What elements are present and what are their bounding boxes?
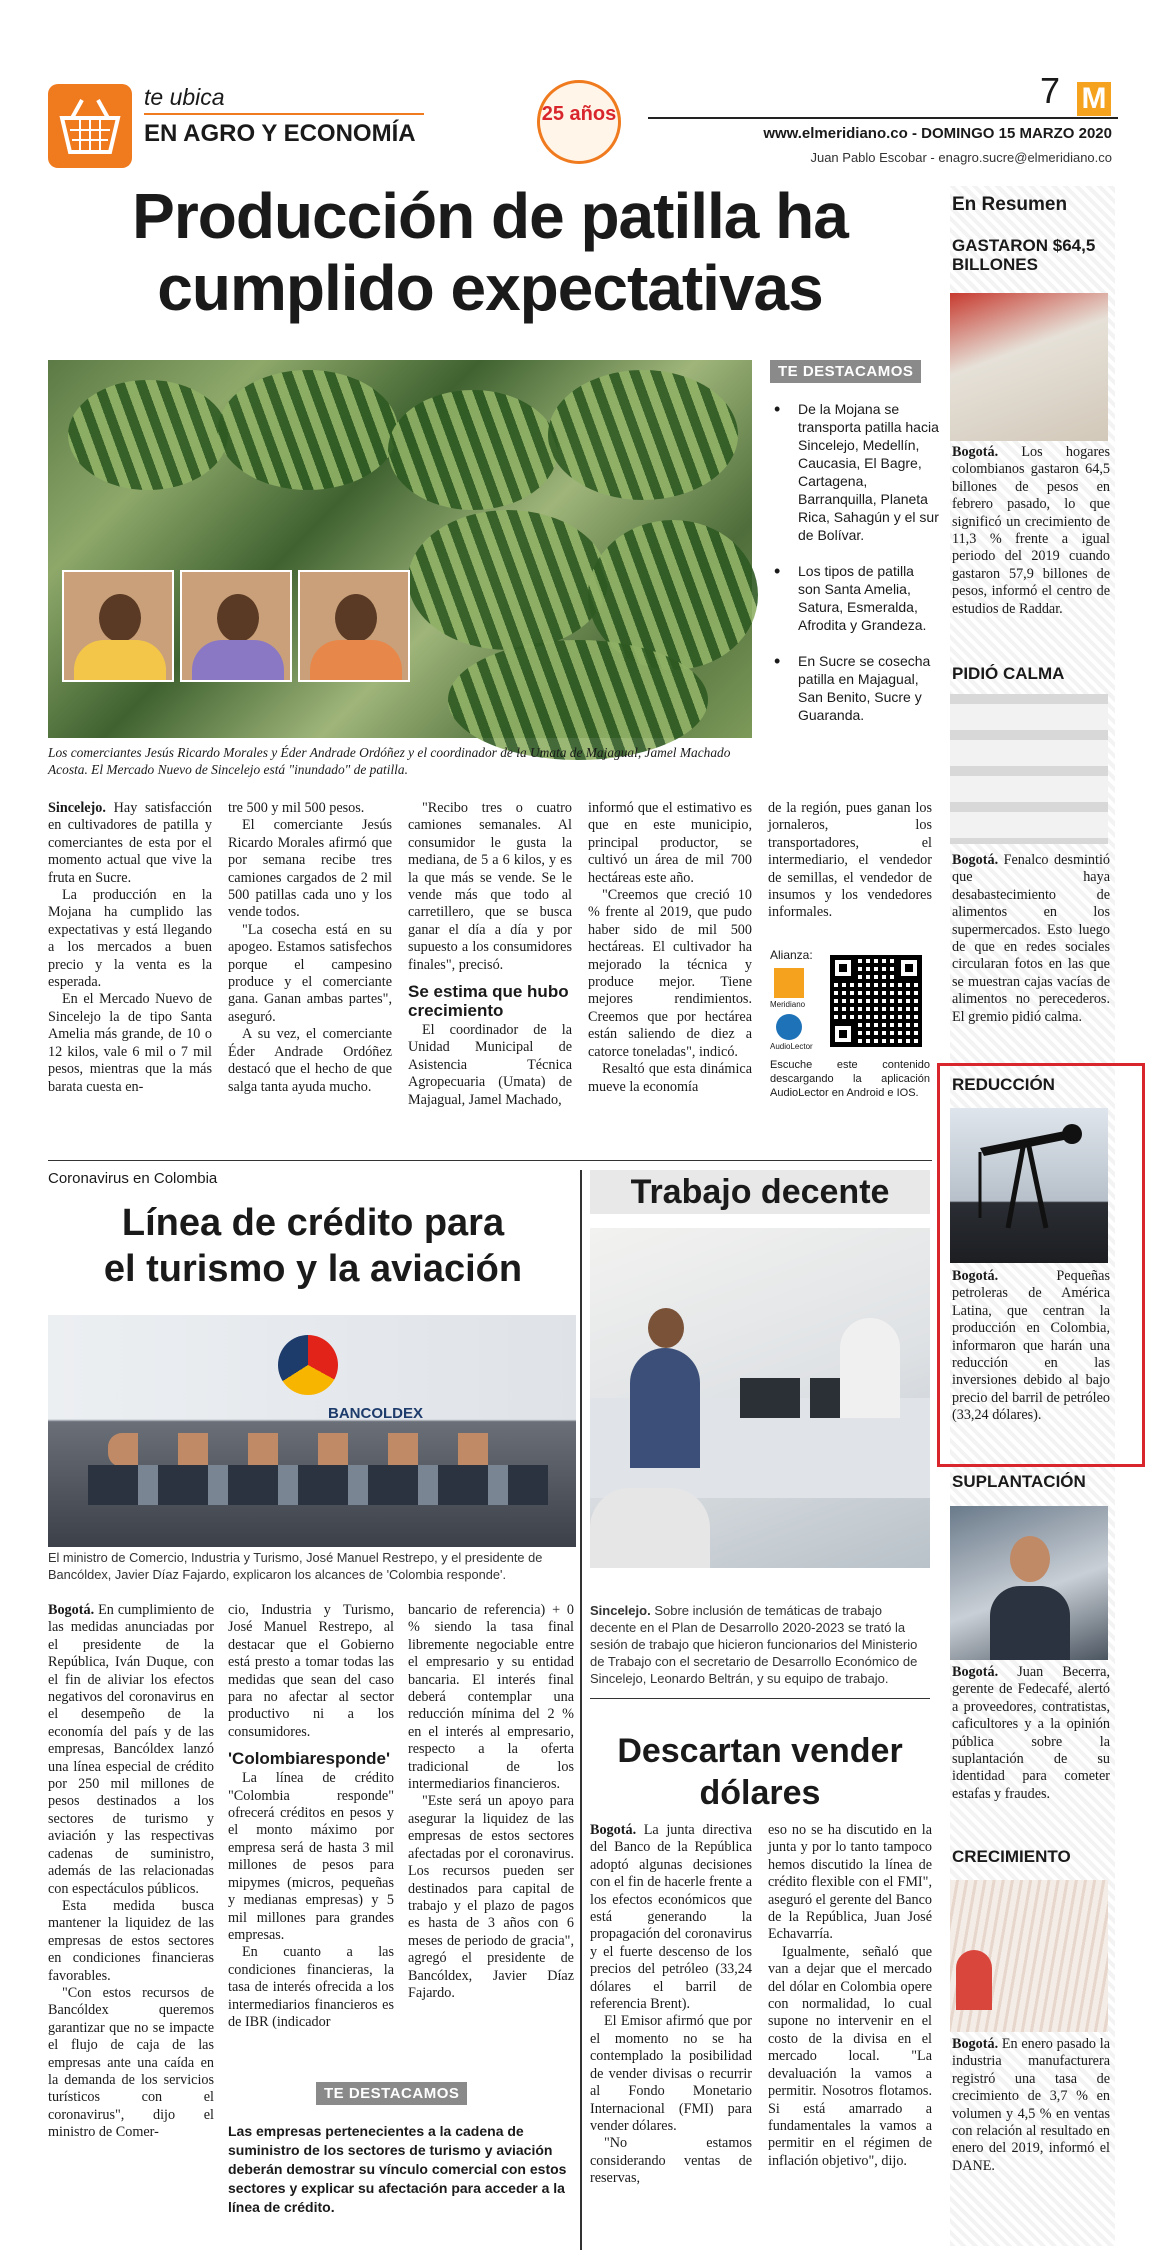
person-photo-3 bbox=[298, 570, 410, 682]
summary-body bbox=[952, 444, 1110, 618]
dateline-lead: Bogotá. bbox=[952, 1664, 999, 1680]
body-text: La producción en la Mojana ha cumplido las expectativas y está llegando a los mercados a buen precio y la venta es la esperada. bbox=[48, 887, 212, 991]
body-text: "Con estos recursos de Bancóldex queremos garantizar que no se impacte el flujo de caja de las empresas ante una caída en la demanda de los servicios turísticos con el coronavirus", dijo el ministro de Comer- bbox=[48, 1984, 214, 2141]
article-column-2 bbox=[228, 800, 392, 1096]
body-text: El coordinador de la Unidad Municipal de Asistencia Técnica Agropecuaria (Umata) de Majagual, Jamel Machado, bbox=[408, 1022, 572, 1108]
dateline-lead: Bogotá. bbox=[952, 2036, 999, 2052]
dateline-lead: Bogotá. bbox=[952, 444, 999, 460]
anniversary-seal bbox=[537, 80, 621, 164]
highlights-label: TE DESTACAMOS bbox=[316, 2082, 467, 2105]
article-column-3 bbox=[408, 800, 572, 1109]
column-divider bbox=[580, 1170, 582, 2250]
seal-text: 25 años bbox=[541, 103, 617, 125]
dateline-lead: Sincelejo. bbox=[48, 800, 106, 816]
body-text: En cuanto a las condiciones financieras, la tasa de interés ofrecida a los intermediarios financieros es de IBR (indicador bbox=[228, 1944, 394, 2030]
article-column-4 bbox=[588, 800, 752, 1096]
body-text: "Creemos que creció 10 % frente al 2019, que pudo haber sido de mil 500 hectáreas. El cultivador ha mejorado la técnica y produce mejor. Tiene mejores rendimientos. Creemos que por hectárea están saliendo de diez a catorce toneladas", indicó. bbox=[588, 887, 752, 1060]
article-column-3 bbox=[408, 1602, 574, 2002]
article-column-1 bbox=[590, 1822, 752, 2188]
article-headline bbox=[48, 1200, 578, 1292]
body-text: La línea de crédito "Colombia responde" ofrecerá créditos en pesos y el monto máximo por empresa será de hasta 3 mil millones de pesos para mipymes (micros, pequeñas y medianas empresas) y 5 mil millones para grandes empresas. bbox=[228, 1770, 394, 1943]
body-text: bancario de referencia) + 0 % siendo la tasa final libremente negociable entre el empresario y su entidad bancaria. El interés final deberá contemplar una reducción mínima del 2 % en el interés al empresario, respecto a la oferta tradicional de los intermediarios financieros. bbox=[408, 1602, 574, 1793]
main-headline bbox=[40, 180, 940, 324]
dateline-lead: Bogotá. bbox=[952, 1268, 999, 1284]
article-headline bbox=[590, 1730, 930, 1814]
body-text: La junta directiva del Banco de la República adoptó algunas decisiones con el fin de hacerle frente a los efectos económicos que está generando la propagación del coronavirus y el fuerte descenso de los precios del petróleo (33,24 dólares el barril de referencia Brent). bbox=[590, 1822, 752, 2013]
body-text: Pequeñas petroleras de América Latina, que centran la producción en Colombia, informaron que harán una reducción en las inversiones debido al bajo precio del barril de petróleo (33,24 dólares). bbox=[952, 1268, 1110, 1424]
highlights-list bbox=[770, 400, 940, 742]
photo-caption: El ministro de Comercio, Industria y Turismo, José Manuel Restrepo, y el presidente de Bancóldex, Javier Díaz Fajardo, explicaron los alcances de 'Colombia responde'. bbox=[48, 1550, 543, 1582]
body-text: En cumplimiento de las medidas anunciadas por el presidente de la República, Iván Duque, con el fin de aliviar los efectos negativos del coronavirus en el desempeño de la economía del país y de las empresas, Bancóldex lanzó una línea especial de crédito por 250 mil millones de pesos destinados a los sectores de turismo y aviación y las respectivas cadenas de suministro, además de las relacionadas con espectáculos públicos. bbox=[48, 1602, 214, 1897]
highlight-item: • En Sucre se cosecha patilla en Majagual, San Benito, Sucre y Guaranda. bbox=[770, 652, 940, 724]
caption-text: Sobre inclusión de temáticas de trabajo decente en el Plan de Desarrollo 2020-2023 se trató la sesión de trabajo que hicieron funcionarios del Ministerio de Trabajo con el secretario de Desarrollo Económico de Sincelejo, Leonardo Beltrán, y su equipo de trabajo. bbox=[590, 1603, 918, 1686]
sidebar-heading: En Resumen bbox=[952, 194, 1068, 215]
speaker-photo bbox=[950, 1506, 1108, 1660]
summary-title: SUPLANTACIÓN bbox=[952, 1472, 1086, 1491]
summary-body bbox=[952, 2036, 1110, 2175]
author-line: Juan Pablo Escobar - enagro.sucre@elmeridiano.co bbox=[810, 150, 1112, 165]
summary-title: CRECIMIENTO bbox=[952, 1847, 1071, 1866]
body-text: de la región, pues ganan los jornaleros, los transportadores, el intermediario, el vendedor de semillas, el vendedor de insumos y los vendedores informales. bbox=[768, 800, 932, 921]
body-text: Los hogares colombianos gastaron 64,5 billones de pesos en febrero pasado, lo que significó un crecimiento de 11,3 % frente a igual periodo del 2019 cuando gastaron 57,9 billones de pesos, informó el centro de estudios de Raddar. bbox=[952, 444, 1110, 617]
section-rule bbox=[590, 1698, 930, 1699]
body-text: Hay satisfacción en cultivadores de patilla y comerciantes de esta por el momento actual que vive la fruta en Sucre. bbox=[48, 800, 212, 886]
summary-title: REDUCCIÓN bbox=[952, 1075, 1055, 1094]
summary-body bbox=[952, 852, 1110, 1026]
section-tagline: te ubica bbox=[144, 84, 225, 110]
summary-title: PIDIÓ CALMA bbox=[952, 664, 1065, 683]
dateline: www.elmeridiano.co - DOMINGO 15 MARZO 2020 bbox=[763, 125, 1112, 142]
empty-shelves-photo bbox=[950, 694, 1108, 844]
watermelon-photo bbox=[48, 360, 752, 738]
body-text: Fenalco desmintió que haya desabastecimiento de alimentos en los supermercados. Esto luego de que en redes sociales circularan fotos en las que se muestran cajas vacías de alimentos no perecederos. El gremio pidió calma. bbox=[952, 852, 1110, 1025]
meeting-photo bbox=[590, 1228, 930, 1568]
article-headline-line2: dólares bbox=[699, 1774, 821, 1812]
tagline-divider bbox=[144, 113, 424, 115]
body-text: El Emisor afirmó que por el momento no se ha contemplado la posibilidad de vender divisas o recurrir al Fondo Monetario Internacional (FMI) para vender dólares. bbox=[590, 2013, 752, 2134]
body-text: Esta medida busca mantener la liquidez de las empresas de estos sectores en condiciones financieras favorables. bbox=[48, 1897, 214, 1984]
body-text: En enero pasado la industria manufacturera registró una tasa de crecimiento de 3,7 % en volumen y 4,5 % en ventas con relación al resultado en enero del 2019, informó el DANE. bbox=[952, 2036, 1110, 2174]
highlight-item: • Los tipos de patilla son Santa Amelia, Satura, Esmeralda, Afrodita y Grandeza. bbox=[770, 562, 940, 634]
body-text: El comerciante Jesús Ricardo Morales afirmó que por semana recibe tres camiones cargados de 2 mil 500 patillas cada uno y los vende todos. bbox=[228, 817, 392, 921]
qr-code[interactable] bbox=[830, 955, 922, 1047]
subheading: Se estima que hubo crecimiento bbox=[408, 982, 569, 1021]
supermarket-photo bbox=[950, 293, 1108, 441]
article-column-2 bbox=[228, 1602, 394, 2031]
body-text: Juan Becerra, gerente de Fedecafé, alertó a proveedores, contratistas, caficultores y a la opinión pública sobre la suplantación de su identidad para cometer estafas y fraudes. bbox=[952, 1664, 1110, 1802]
article-headline: Trabajo decente bbox=[590, 1170, 930, 1214]
highlights-label: TE DESTACAMOS bbox=[770, 360, 921, 383]
body-text: "Este será un apoyo para asegurar la liquidez de las empresas de estos sectores afectadas por el coronavirus. Los recursos pueden ser destinados para capital de trabajo y el plazo de pagos es hasta de 3 años con 6 meses de periodo de gracia", agregó el presidente de Bancóldex, Javier Díaz Fajardo. bbox=[408, 1793, 574, 2001]
article-headline-line2: el turismo y la aviación bbox=[103, 1248, 523, 1290]
highlight-item: • De la Mojana se transporta patilla hacia Sincelejo, Medellín, Caucasia, El Bagre, Cartagena, Barranquilla, Planeta Rica, Sahagún y el sur de Bolívar. bbox=[770, 400, 940, 544]
summary-body bbox=[952, 1664, 1110, 1803]
qr-description: Escuche este contenido descargando la aplicación AudioLector en Android e IOS. bbox=[770, 1059, 930, 1099]
article-column-5 bbox=[768, 800, 932, 922]
section-rule bbox=[48, 1160, 932, 1161]
highlights-text: Las empresas pertenecientes a la cadena de suministro de los sectores de turismo y aviación deberán demostrar su vínculo comercial con estos sectores y explicar su afectación para acceder a la línea de crédito. bbox=[228, 2123, 567, 2215]
basket-icon bbox=[48, 84, 132, 168]
person-photo-1 bbox=[62, 570, 174, 682]
body-text: informó que el estimativo es que en este municipio, principal productor, se cultivó un área de mil 700 hectáreas este año. bbox=[588, 800, 752, 886]
alianza-name-2: AudioLector bbox=[770, 1042, 813, 1051]
body-text: eso no se ha discutido en la junta y por lo tanto tampoco hemos discutido la línea de crédito flexible con el FMI", aseguró el gerente del Banco de la República, Juan José Echavarría. bbox=[768, 1822, 932, 1943]
article-column-1 bbox=[48, 800, 212, 1096]
section-name: EN AGRO Y ECONOMÍA bbox=[144, 120, 416, 147]
header-rule bbox=[648, 117, 1118, 119]
main-headline-line1: Producción de patilla ha bbox=[132, 180, 848, 252]
body-text: cio, Industria y Turismo, José Manuel Restrepo, al destacar que el Gobierno está presto a tomar todas las medidas que sean del caso para no afectar al sector productivo ni a los consumidores. bbox=[228, 1602, 394, 1740]
photo-caption: Los comerciantes Jesús Ricardo Morales y Éder Andrade Ordóñez y el coordinador de la Umata de Majagual, Jamel Machado Acosta. El Mercado Nuevo de Sincelejo está "inundado" de patilla. bbox=[48, 745, 731, 777]
dateline-lead: Bogotá. bbox=[48, 1602, 95, 1618]
summary-title: GASTARON $64,5 BILLONES bbox=[952, 236, 1096, 274]
dateline-lead: Bogotá. bbox=[952, 852, 999, 868]
person-photo-2 bbox=[180, 570, 292, 682]
factory-photo bbox=[950, 1880, 1108, 2032]
article-headline-line1: Línea de crédito para bbox=[121, 1202, 505, 1244]
bancoldex-sign: BANCOLDEX bbox=[328, 1405, 424, 1422]
audiolector-logo bbox=[776, 1014, 802, 1040]
press-conference-photo bbox=[48, 1315, 576, 1547]
body-text: "La cosecha está en su apogeo. Estamos satisfechos porque el campesino produce y el comerciante gana. Ganan ambas partes", aseguró. bbox=[228, 921, 392, 1025]
alianza-name-1: Meridiano bbox=[770, 1000, 806, 1009]
highlight-box bbox=[937, 1063, 1145, 1467]
dateline-lead: Sincelejo. bbox=[590, 1603, 651, 1618]
body-text: En el Mercado Nuevo de Sincelejo la de tipo Santa Amelia más grande, de 10 o 12 kilos, vale 6 mil o 7 mil pesos, mientras que la más barata cuesta en- bbox=[48, 991, 212, 1095]
dateline-lead: Bogotá. bbox=[590, 1822, 637, 1838]
main-headline-line2: cumplido expectativas bbox=[157, 252, 823, 324]
article-kicker: Coronavirus en Colombia bbox=[48, 1170, 218, 1187]
body-text: A su vez, el comerciante Éder Andrade Ordóñez destacó que el hecho de que salga tanta ayuda mucho. bbox=[228, 1026, 392, 1095]
body-text: tre 500 y mil 500 pesos. bbox=[228, 800, 365, 816]
article-headline-line1: Descartan vender bbox=[617, 1732, 903, 1770]
page-number: 7 bbox=[1040, 70, 1061, 111]
body-text: "No estamos considerando ventas de reservas, bbox=[590, 2135, 752, 2187]
article-column-2 bbox=[768, 1822, 932, 2170]
article-column-1 bbox=[48, 1602, 214, 2142]
photo-caption bbox=[590, 1602, 930, 1687]
body-text: Igualmente, señaló que van a dejar que el mercado del dólar en Colombia opere con normalidad, lo cual supone no intervenir en el costo de la divisa en el mercado local. "La devaluación la vamos a permitir. Nosotros flotamos. Si está amarrado a fundamentales la vamos a permitir en el régimen de inflación objetivo", dijo. bbox=[768, 1943, 932, 2169]
body-text: "Recibo tres o cuatro camiones semanales. Al consumidor le gusta la mediana, de 5 a 6 kilos, y es la que más se vende. Se le vende más que todo al carretillero, que se busca ganar el día a día y por supuesto a los consumidores finales", precisó. bbox=[408, 800, 572, 973]
meridiano-logo bbox=[774, 968, 804, 998]
body-text: Resaltó que esta dinámica mueve la economía bbox=[588, 1061, 752, 1095]
subheading: 'Colombiaresponde' bbox=[228, 1749, 391, 1769]
brand-logo: M bbox=[1077, 82, 1111, 116]
section-logo bbox=[48, 84, 132, 168]
alianza-label: Alianza: bbox=[770, 948, 813, 962]
